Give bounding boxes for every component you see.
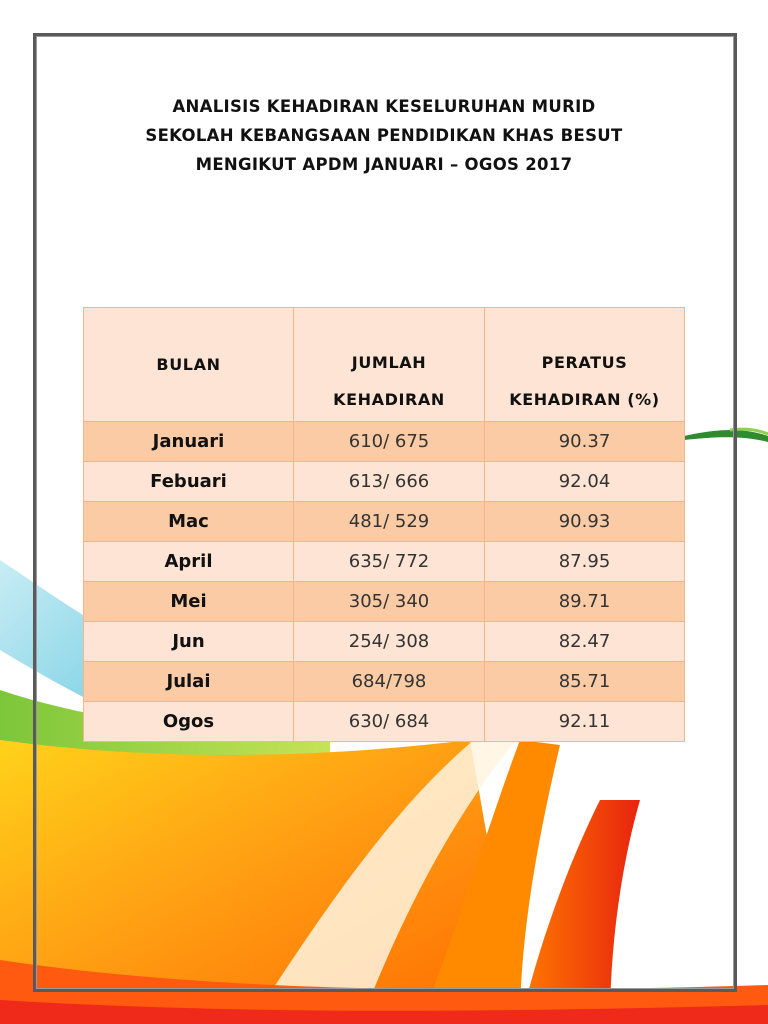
title-line-1: ANALISIS KEHADIRAN KESELURUHAN MURID bbox=[172, 97, 596, 116]
cell-jumlah: 630/ 684 bbox=[294, 702, 485, 742]
table-row bbox=[84, 422, 685, 462]
cell-bulan: Januari bbox=[84, 422, 294, 462]
cell-bulan: Ogos bbox=[84, 702, 294, 742]
table-row bbox=[84, 502, 685, 542]
header-jumlah-kehadiran bbox=[294, 308, 485, 422]
table-row bbox=[84, 662, 685, 702]
cell-peratus: 89.71 bbox=[485, 582, 685, 622]
header-peratus-kehadiran bbox=[485, 308, 685, 422]
cell-bulan: Julai bbox=[84, 662, 294, 702]
header-jumlah-line-2: KEHADIRAN bbox=[333, 390, 445, 409]
header-peratus-line-2: KEHADIRAN (%) bbox=[509, 390, 660, 409]
cell-peratus: 92.11 bbox=[485, 702, 685, 742]
cell-peratus: 87.95 bbox=[485, 542, 685, 582]
attendance-table bbox=[83, 307, 685, 742]
table-row bbox=[84, 542, 685, 582]
cell-jumlah: 254/ 308 bbox=[294, 622, 485, 662]
cell-jumlah: 635/ 772 bbox=[294, 542, 485, 582]
cell-peratus: 85.71 bbox=[485, 662, 685, 702]
table-row bbox=[84, 702, 685, 742]
cell-jumlah: 684/798 bbox=[294, 662, 485, 702]
cell-jumlah: 305/ 340 bbox=[294, 582, 485, 622]
cell-peratus: 90.93 bbox=[485, 502, 685, 542]
title-line-3: MENGIKUT APDM JANUARI – OGOS 2017 bbox=[195, 155, 573, 174]
cell-peratus: 92.04 bbox=[485, 462, 685, 502]
cell-jumlah: 481/ 529 bbox=[294, 502, 485, 542]
header-peratus-line-1: PERATUS bbox=[541, 353, 628, 372]
table-row bbox=[84, 462, 685, 502]
cell-bulan: Mei bbox=[84, 582, 294, 622]
header-jumlah-line-1: JUMLAH bbox=[351, 353, 427, 372]
cell-jumlah: 610/ 675 bbox=[294, 422, 485, 462]
header-bulan-label: BULAN bbox=[156, 355, 221, 374]
cell-bulan: Febuari bbox=[84, 462, 294, 502]
cell-bulan: April bbox=[84, 542, 294, 582]
page-title bbox=[40, 92, 728, 179]
table-header-row bbox=[84, 308, 685, 422]
cell-bulan: Mac bbox=[84, 502, 294, 542]
table-row bbox=[84, 622, 685, 662]
cell-peratus: 90.37 bbox=[485, 422, 685, 462]
cell-peratus: 82.47 bbox=[485, 622, 685, 662]
header-bulan bbox=[84, 308, 294, 422]
cell-bulan: Jun bbox=[84, 622, 294, 662]
table-row bbox=[84, 582, 685, 622]
title-line-2: SEKOLAH KEBANGSAAN PENDIDIKAN KHAS BESUT bbox=[145, 126, 623, 145]
cell-jumlah: 613/ 666 bbox=[294, 462, 485, 502]
